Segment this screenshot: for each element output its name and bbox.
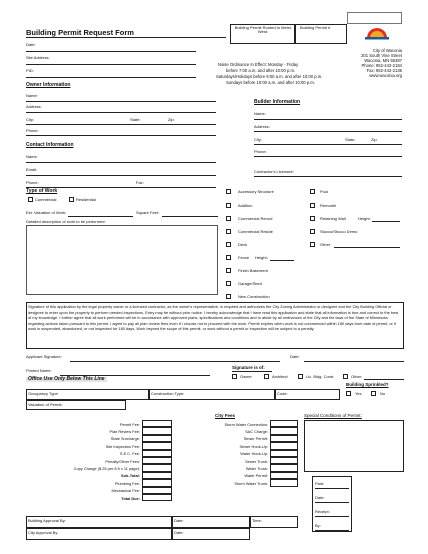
fee-label: Storm Water Connection: [224, 421, 268, 427]
fee-row [172, 457, 298, 464]
payment-field[interactable] [315, 502, 349, 503]
fee-label: Total Due: [121, 495, 140, 501]
fee-value-cell[interactable] [142, 442, 172, 449]
garage-shed-checkbox[interactable] [226, 281, 231, 286]
builder-city-label: City: [254, 137, 262, 142]
fee-value-cell[interactable] [142, 427, 172, 434]
code-label: Code: [277, 391, 288, 396]
remodel-checkbox[interactable] [310, 203, 315, 208]
fee-value-cell[interactable] [270, 442, 298, 449]
owner-checkbox[interactable] [232, 374, 237, 379]
fee-label: Site Inspection Fee: [105, 443, 140, 449]
residential-checkbox[interactable] [69, 197, 74, 202]
deck-checkbox[interactable] [226, 242, 231, 247]
fee-row [172, 472, 298, 479]
construction-type-label: Construction Type: [151, 391, 185, 396]
fee-label: SAC Charge: [245, 428, 268, 434]
city-logo [364, 25, 390, 41]
contractor-license-label: Contractor's License#: [254, 169, 294, 174]
fee-value-cell[interactable] [142, 464, 172, 471]
owner-city-label: City: [26, 117, 34, 122]
builder-state-label: State: [345, 137, 356, 142]
owner-address-field[interactable] [26, 112, 216, 113]
city-street: 201 South Vine Street [361, 53, 402, 58]
site-address-field[interactable] [26, 64, 196, 65]
fee-row [26, 442, 172, 449]
fee-row [172, 435, 298, 442]
other-signer-label: Other: [351, 374, 363, 379]
pid-field[interactable] [26, 77, 196, 78]
fee-label: Sewer Trunk: [245, 458, 268, 464]
other-work-label: Other: [320, 242, 332, 247]
fence-checkbox[interactable] [226, 255, 231, 260]
fee-label: Permit Fee: [119, 421, 140, 427]
fee-value-cell[interactable] [142, 457, 172, 464]
office-use-label: Office Use Only Below This Line [28, 376, 105, 382]
legal-statement: Signature of this application by the legal property owner or a licensed contractor, as the owner's representative, is required and authorizes the City Zoning Administrator or designee and the City Building Official or designee to enter upon the property to perform needed inspections. Entry may be without prior notice. I hereby acknowledge that I have read this application and state that all information is true and correct to the best of my knowledge. I further agree that all work performed will be in accordance with approved plans, specifications and conditions and to abide by all ordinances of the City and the laws of the State of Minnesota regarding actions taken pursuant to this permit. I agree to pay all plan review fees even if I choose not to proceed with the work. Permit expires when work is not commenced within 180 days from date of permit, or if work is suspended, abandoned, or not inspected for 180 days. Work beyond the scope of this permit, or work without a permit or inspection will be subject to a penalty. [28, 304, 399, 332]
signature-date-field[interactable] [304, 361, 404, 362]
fee-row [26, 450, 172, 457]
addition-label: Addition [238, 203, 253, 208]
fee-label: Plan Review Fee: [109, 428, 140, 434]
title-underline [26, 37, 226, 38]
contact-info-heading: Contact Information [26, 142, 74, 148]
builder-name-field[interactable] [254, 119, 402, 120]
city-name: City of Waconia [372, 48, 402, 53]
city-web: www.waconia.org [369, 73, 402, 78]
square-feet-label: Square Feet: [136, 210, 160, 215]
fee-row [26, 487, 172, 494]
payment-label: Paid: [315, 481, 325, 486]
fee-label: Sub-Total: [121, 473, 140, 479]
stucco-label: Stucco/Stucco Demo [320, 229, 358, 234]
owner-label: Owner [240, 374, 252, 379]
noise-line-4: Sundays before 10:00 a.m. and after 10:00 p.m. [226, 80, 315, 85]
fee-value-cell[interactable] [270, 457, 298, 464]
stucco-checkbox[interactable] [310, 229, 315, 234]
noise-line-2: before 7:00 a.m. and after 10:00 p.m. [226, 68, 296, 73]
accessory-structure-checkbox[interactable] [226, 189, 231, 194]
other-work-checkbox[interactable] [310, 242, 315, 247]
builder-address-label: Address: [254, 124, 270, 129]
remodel-label: Remodel [320, 203, 337, 208]
fee-row [172, 442, 298, 449]
valuation-label: Valuation of Permit: [28, 402, 63, 407]
owner-info-heading: Owner Information [26, 82, 71, 88]
building-approval-label: Building Approval By: [28, 518, 66, 523]
new-construction-label: New Construction [238, 294, 270, 299]
applicant-signature-field[interactable] [70, 361, 280, 362]
site-address-label: Site Address: [26, 55, 50, 60]
pool-label: Pool [320, 189, 329, 194]
fee-value-cell[interactable] [270, 479, 298, 486]
fee-value-cell[interactable] [270, 427, 298, 434]
fee-row [172, 464, 298, 471]
fee-label: Sewer Permit: [243, 436, 268, 442]
fee-label: Mechanical Fee: [111, 488, 140, 494]
city-phone: Phone: 952-442-2184 [361, 63, 402, 68]
finish-basement-checkbox[interactable] [226, 268, 231, 273]
signature-date-label: Date: [290, 354, 300, 359]
square-feet-field[interactable] [162, 216, 218, 217]
type-of-work-heading: Type of Work [26, 188, 58, 194]
fee-value-cell[interactable] [142, 479, 172, 486]
fee-row [172, 420, 298, 427]
fee-value-cell[interactable] [142, 435, 172, 442]
fee-row [26, 427, 172, 434]
other-signer-field[interactable] [364, 379, 404, 380]
date-label: Date: [26, 42, 36, 47]
new-construction-checkbox[interactable] [226, 294, 231, 299]
contractor-checkbox[interactable] [298, 374, 303, 379]
retaining-wall-height-field[interactable] [372, 221, 400, 222]
builder-city-field[interactable] [254, 144, 402, 145]
fence-height-field[interactable] [270, 260, 294, 261]
fee-row [172, 427, 298, 434]
fee-value-cell[interactable] [270, 472, 298, 479]
fee-row [26, 494, 172, 501]
city-approval-label: City Approval By: [28, 530, 59, 535]
architect-checkbox[interactable] [264, 374, 269, 379]
routed-label: Building Permit Routed to Metro West: [234, 25, 292, 34]
fee-value-cell[interactable] [270, 435, 298, 442]
fee-row [172, 450, 298, 457]
fee-value-cell[interactable] [142, 494, 172, 501]
fee-label: State Surcharge: [110, 436, 140, 442]
deck-label: Deck [238, 242, 248, 247]
noise-line-1: Noise Ordinance In Effect: Monday - Friday [218, 62, 299, 67]
contact-email-field[interactable] [26, 175, 216, 176]
est-value-label: Est. Valuation of Work: [26, 210, 67, 215]
date-field[interactable] [26, 51, 196, 52]
builder-phone-label: Phone: [254, 149, 267, 154]
special-conditions-heading: Special Conditions of Permit: [304, 413, 362, 418]
owner-name-label: Name: [26, 93, 38, 98]
finish-basement-label: Finish Basement [238, 268, 268, 273]
fee-value-cell[interactable] [142, 487, 172, 494]
owner-phone-label: Phone: [26, 128, 39, 133]
fence-label: Fence [238, 255, 250, 260]
owner-zip-label: Zip: [168, 117, 175, 122]
signature-is-of-underline [232, 371, 272, 372]
fee-value-cell[interactable] [270, 464, 298, 471]
est-value-field[interactable] [68, 216, 133, 217]
corner-box [347, 12, 402, 24]
fee-value-cell[interactable] [270, 450, 298, 457]
contractor-license-field[interactable] [254, 176, 402, 177]
fence-height-label: Height: [255, 255, 268, 260]
fee-label: Water Hook-Up: [240, 451, 268, 457]
occupancy-type-label: Occupancy Type: [28, 391, 59, 396]
sprinkled-no-label: No [380, 391, 386, 396]
fee-label: Copy Charge ($.25 per 8.5 x 11 page): [73, 465, 140, 471]
contractor-label: Lic. Bldg. Contr. [306, 374, 335, 379]
payment-label: Date: [315, 495, 325, 500]
owner-phone-field[interactable] [26, 135, 216, 136]
retaining-wall-label: Retaining Wall [320, 216, 346, 221]
fee-label: S.E.C. Fee: [119, 451, 140, 457]
accessory-structure-label: Accessory Structure [238, 189, 274, 194]
contact-fax-label: Fax: [136, 180, 144, 185]
printed-name-label: Printed Name: [26, 368, 52, 373]
applicant-signature-label: Applicant Signature: [26, 354, 62, 359]
owner-city-field[interactable] [26, 124, 216, 125]
builder-info-heading: Builder Information [254, 99, 301, 105]
fee-row [26, 479, 172, 486]
city-approval-date-cell[interactable] [172, 528, 250, 540]
retaining-wall-checkbox[interactable] [310, 216, 315, 221]
description-label: Detailed description of work to be performed: [26, 219, 106, 224]
building-approval-date-label: Date: [174, 518, 184, 523]
building-approval-date-cell[interactable] [172, 516, 250, 528]
addition-checkbox[interactable] [226, 203, 231, 208]
other-signer-checkbox[interactable] [343, 374, 348, 379]
fee-value-cell[interactable] [270, 420, 298, 427]
page-title: Building Permit Request Form [26, 28, 134, 37]
residential-label: Residential [76, 197, 96, 202]
payment-field[interactable] [315, 516, 349, 517]
fee-row [26, 420, 172, 427]
sprinkled-question: Building Sprinkled? [346, 382, 389, 387]
fee-row [26, 457, 172, 464]
city-fax: Fax: 952-442-2135 [366, 68, 402, 73]
commercial-checkbox[interactable] [28, 197, 33, 202]
contact-phone-label: Phone: [26, 180, 39, 185]
city-approval-date-label: Date: [174, 530, 184, 535]
permit-number-label: Building Permit # [300, 25, 331, 30]
garage-shed-label: Garage/Shed [238, 281, 262, 286]
fee-label: Penalty/Other Fees: [105, 458, 140, 464]
commercial-reside-label: Commercial Reside [238, 229, 273, 234]
city-citystate: Waconia, MN 55387 [364, 58, 402, 63]
pool-checkbox[interactable] [310, 189, 315, 194]
contact-email-label: Email: [26, 167, 38, 172]
commercial-reroof-checkbox[interactable] [226, 216, 231, 221]
fee-value-cell[interactable] [142, 450, 172, 457]
fee-row [26, 435, 172, 442]
pid-label: PID: [26, 68, 34, 73]
noise-line-3: Saturdays/Holidays before 9:00 a.m. and after 10:00 p.m. [216, 74, 323, 79]
payment-box [312, 476, 352, 532]
payment-label: By: [315, 523, 321, 528]
retaining-wall-height-label: Height: [358, 216, 371, 221]
fee-value-cell[interactable] [142, 420, 172, 427]
contact-name-label: Name: [26, 154, 38, 159]
sprinkled-yes-checkbox[interactable] [346, 391, 351, 396]
builder-address-field[interactable] [254, 131, 402, 132]
fee-label: Water Permit: [244, 473, 268, 479]
fee-label: Sewer Hook-Up: [239, 443, 268, 449]
payment-field[interactable] [315, 530, 349, 531]
building-approval-time-label: Time: [252, 518, 262, 523]
commercial-label: Commercial [35, 197, 57, 202]
owner-address-label: Address: [26, 104, 42, 109]
owner-name-field[interactable] [26, 101, 216, 102]
payment-label: Receipt: [315, 509, 330, 514]
commercial-reside-checkbox[interactable] [226, 229, 231, 234]
description-box[interactable] [26, 225, 218, 295]
fee-label: Water Trunk: [245, 465, 268, 471]
builder-name-label: Name: [254, 111, 266, 116]
fee-row [26, 472, 172, 479]
payment-field[interactable] [315, 488, 349, 489]
architect-label: Architect [272, 374, 288, 379]
sprinkled-yes-label: Yes [355, 391, 362, 396]
owner-state-label: State: [130, 117, 141, 122]
fee-label: Storm Water Trunk: [234, 480, 268, 486]
other-work-field[interactable] [334, 247, 400, 248]
commercial-reroof-label: Commercial Reroof [238, 216, 273, 221]
contact-name-field[interactable] [26, 162, 216, 163]
sprinkled-no-checkbox[interactable] [371, 391, 376, 396]
fee-row [26, 464, 172, 471]
city-fees-heading: City Fees [215, 413, 236, 418]
signature-is-of-label: Signature is of: [232, 365, 265, 370]
builder-zip-label: Zip: [371, 137, 378, 142]
special-conditions-box[interactable] [304, 420, 404, 472]
fee-value-cell[interactable] [142, 472, 172, 479]
fee-label: Plumbing Fee: [114, 480, 140, 486]
builder-phone-field[interactable] [254, 156, 402, 157]
fee-row [172, 479, 298, 486]
